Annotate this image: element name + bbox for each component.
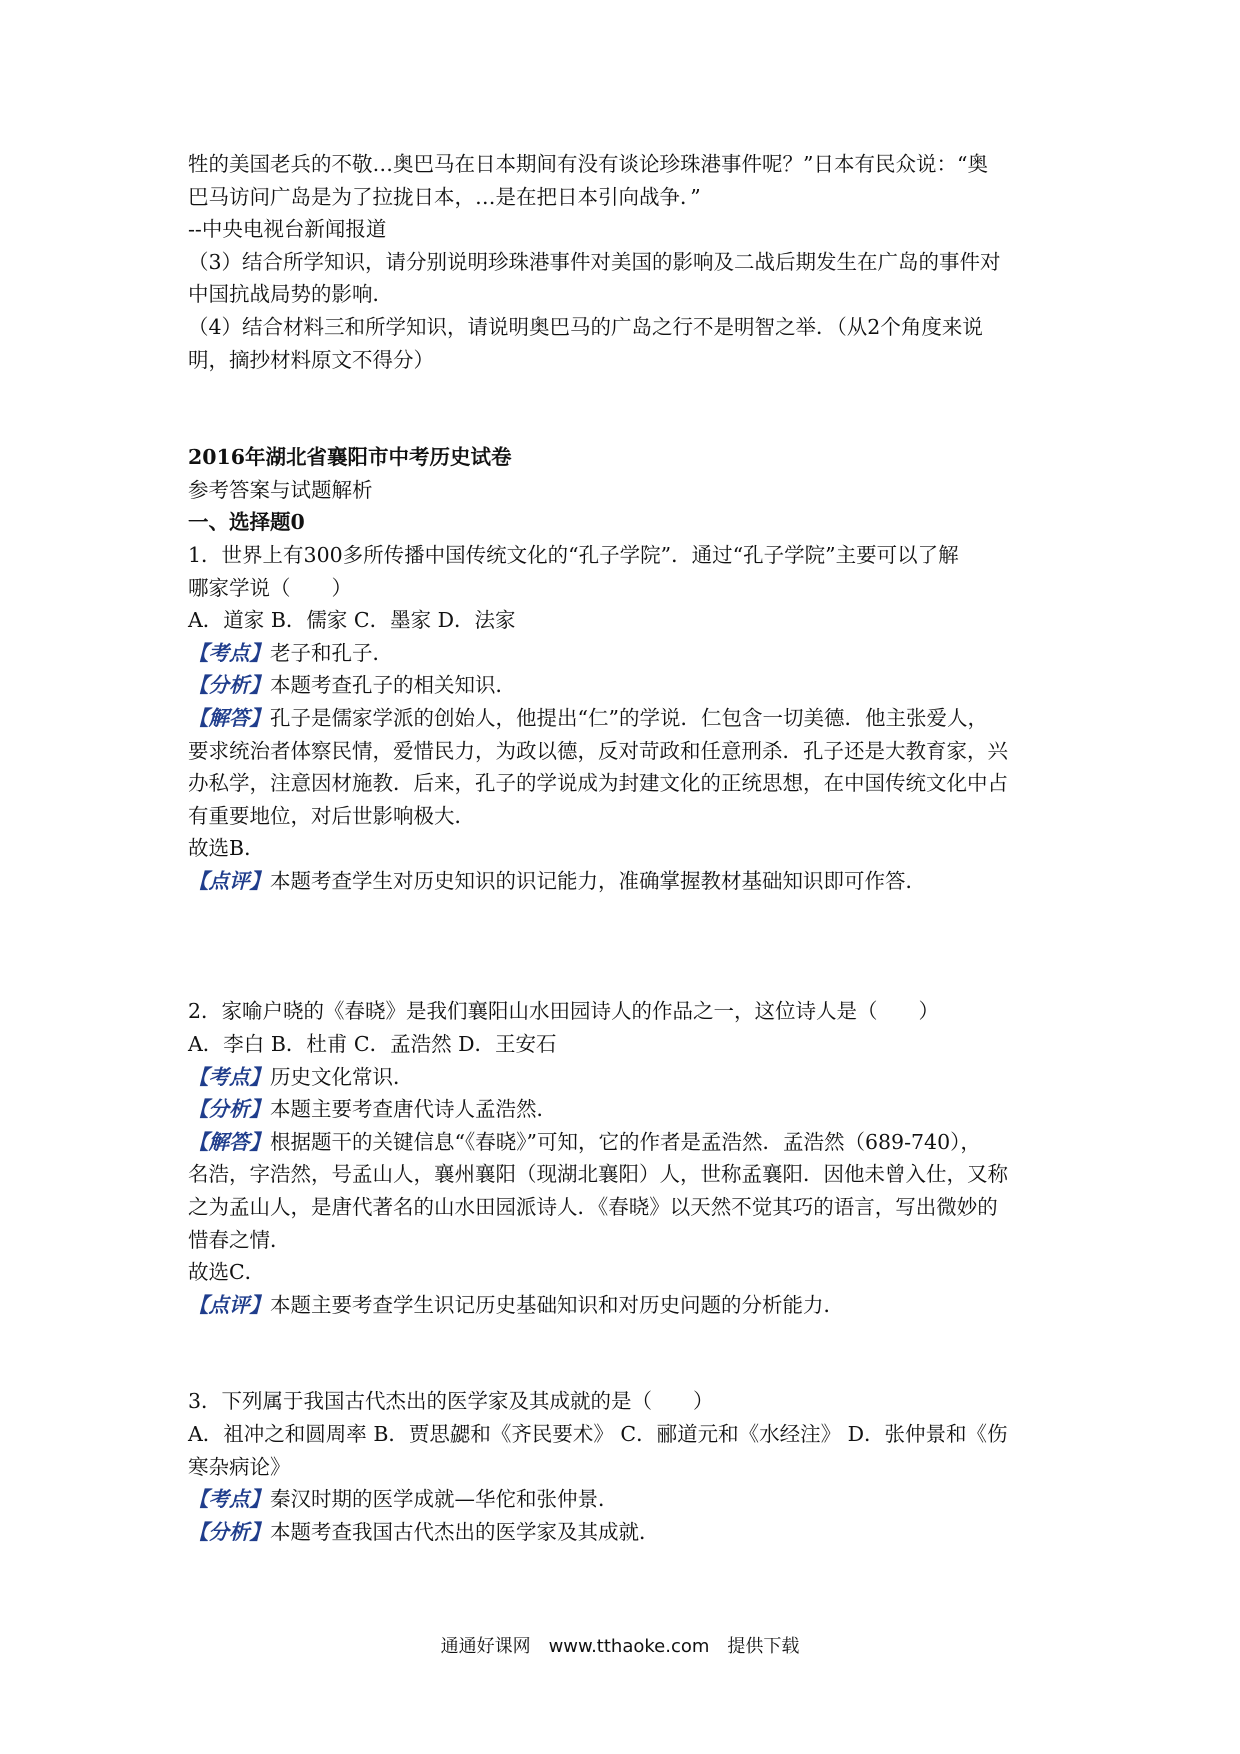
q1-dianping: 【点评】本题考查学生对历史知识的识记能力，准确掌握教材基础知识即可作答． <box>188 868 926 893</box>
q1-jieda-line: 办私学，注意因材施教．后来，孔子的学说成为封建文化的正统思想，在中国传统文化中占 <box>188 771 1008 796</box>
q2-fenxi: 【分析】本题主要考查唐代诗人孟浩然． <box>188 1097 557 1122</box>
fenxi-tag: 【分析】 <box>188 673 270 698</box>
fenxi-tag: 【分析】 <box>188 1519 270 1544</box>
intro-line: --中央电视台新闻报道 <box>188 217 387 242</box>
q1-jieda-line: 有重要地位，对后世影响极大． <box>188 803 475 828</box>
q3-options: 寒杂病论》 <box>188 1454 291 1479</box>
q2-choice: 故选C． <box>188 1260 266 1285</box>
q2-jieda: 【解答】根据题干的关键信息“《春晓》”可知，它的作者是孟浩然．孟浩然（689-740）， <box>188 1129 981 1154</box>
answers-title: 2016年湖北省襄阳市中考历史试卷 <box>188 445 512 470</box>
q2-dianping: 【点评】本题主要考查学生识记历史基础知识和对历史问题的分析能力． <box>188 1292 844 1317</box>
answers-subtitle: 参考答案与试题解析 <box>188 477 373 502</box>
q2-stem: 2．家喻户晓的《春晓》是我们襄阳山水田园诗人的作品之一，这位诗人是（ ） <box>188 999 940 1024</box>
jieda-tag: 【解答】 <box>188 1129 270 1154</box>
dianping-tag: 【点评】 <box>188 868 270 893</box>
q1-choice: 故选B． <box>188 836 265 861</box>
kaodian-tag: 【考点】 <box>188 1064 270 1089</box>
dianping-tag: 【点评】 <box>188 1292 270 1317</box>
q1-jieda-line: 要求统治者体察民情，爱惜民力，为政以德，反对苛政和任意刑杀．孔子还是大教育家，兴 <box>188 738 1008 763</box>
page-footer: 通通好课网 www.tthaoke.com 提供下载 <box>440 1636 800 1657</box>
intro-line: （3）结合所学知识，请分别说明珍珠港事件对美国的影响及二战后期发生在广岛的事件对 <box>188 249 1001 274</box>
document-body <box>188 148 1058 1548</box>
q2-jieda-line: 惜春之情． <box>188 1227 291 1252</box>
q3-fenxi: 【分析】本题考查我国古代杰出的医学家及其成就． <box>188 1519 660 1544</box>
intro-line: 牲的美国老兵的不敬…奥巴马在日本期间有没有谈论珍珠港事件呢？”日本有民众说：“奥 <box>188 152 988 176</box>
q1-jieda: 【解答】孔子是儒家学派的创始人，他提出“仁”的学说．仁包含一切美德．他主张爱人， <box>188 705 988 730</box>
q1-stem: 1．世界上有300多所传播中国传统文化的“孔子学院”．通过“孔子学院”主要可以了解 <box>188 542 959 567</box>
q1-stem: 哪家学说（ ） <box>188 575 352 600</box>
q3-options: A．祖冲之和圆周率 B．贾思勰和《齐民要术》 C．郦道元和《水经注》 D．张仲景和《伤 <box>188 1422 1008 1446</box>
q2-jieda-line: 之为孟山人，是唐代著名的山水田园派诗人．《春晓》以天然不觉其巧的语言，写出微妙的 <box>188 1195 998 1220</box>
q2-jieda-line: 名浩，字浩然，号孟山人，襄州襄阳（现湖北襄阳）人，世称孟襄阳．因他未曾入仕，又称 <box>188 1162 1008 1187</box>
kaodian-tag: 【考点】 <box>188 1487 270 1512</box>
section-heading: 一、选择题0 <box>188 510 305 535</box>
intro-line: 中国抗战局势的影响． <box>188 282 393 307</box>
q2-options: A．李白 B．杜甫 C．孟浩然 D．王安石 <box>188 1032 557 1057</box>
intro-line: 明，摘抄材料原文不得分） <box>188 347 434 372</box>
q3-kaodian: 【考点】秦汉时期的医学成就—华佗和张仲景． <box>188 1487 619 1512</box>
q1-fenxi: 【分析】本题考查孔子的相关知识． <box>188 673 516 698</box>
kaodian-tag: 【考点】 <box>188 640 270 665</box>
q1-options: A．道家 B．儒家 C．墨家 D．法家 <box>188 608 516 633</box>
q2-kaodian: 【考点】历史文化常识． <box>188 1064 414 1089</box>
jieda-tag: 【解答】 <box>188 705 270 730</box>
q3-stem: 3．下列属于我国古代杰出的医学家及其成就的是（ ） <box>188 1389 714 1414</box>
intro-line: 巴马访问广岛是为了拉拢日本，…是在把日本引向战争．” <box>188 184 701 209</box>
fenxi-tag: 【分析】 <box>188 1097 270 1122</box>
q1-kaodian: 【考点】老子和孔子． <box>188 640 393 665</box>
intro-line: （4）结合材料三和所学知识，请说明奥巴马的广岛之行不是明智之举．（从2个角度来说 <box>188 314 983 339</box>
